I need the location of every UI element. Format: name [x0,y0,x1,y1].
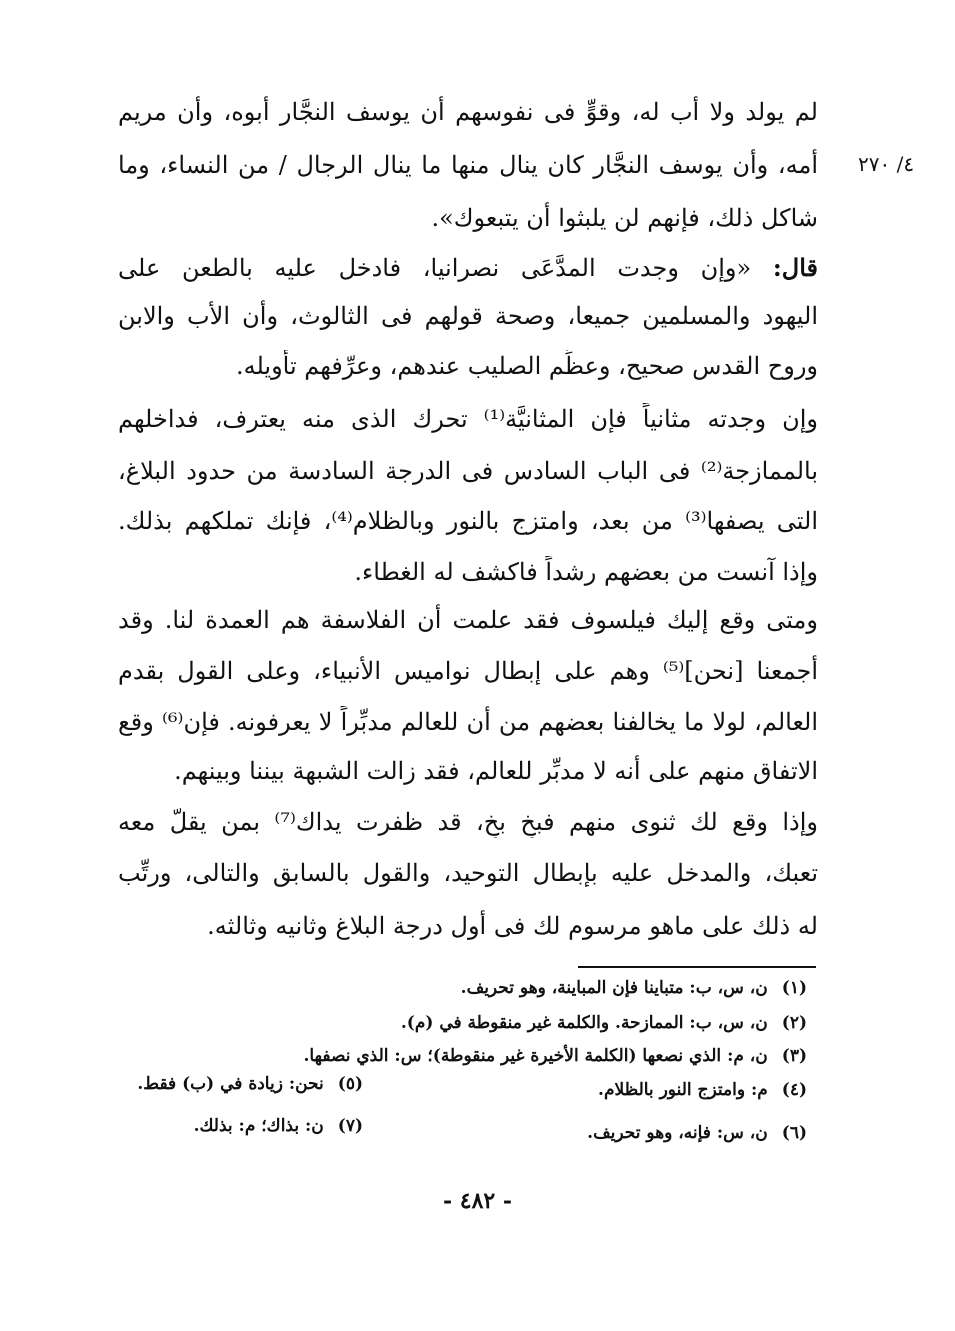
body-line: الاتفاق منهم على أنه لا مدبِّر للعالم، فقد زالت الشبهة بيننا وبينهم. [174,757,818,785]
body-line: وإذا آنست من بعضهم رشداً فاكشف له الغطاء. [354,558,818,586]
footnote-text: ن، س، ب: متباينا فإن المباينة، وهو تحريف. [460,978,768,998]
footnote-number: (٣) [781,1046,807,1066]
footnote-text: ن، س: فإنه، وهو تحريف. [587,1123,768,1143]
body-line: أجمعنا [نحن]⁽⁵⁾ وهم على إبطال نواميس الأنبياء، وعلى القول بقدم [118,657,818,685]
footnote-6 [587,1121,807,1145]
footnote-2 [401,1011,807,1035]
footnote-number: (٧) [337,1116,363,1136]
footnote-7 [194,1114,363,1138]
footnote-text: ن، س، ب: الممازحة. والكلمة غير منقوطة في (م). [400,1013,768,1033]
body-line: لم يولد ولا أب له، وقوٍّ فى نفوسهم أن يوسف النجَّار أبوه، وأن مريم [118,98,818,126]
body-line: اليهود والمسلمين جميعا، وصحة قولهم فى الثالوث، وأن الأب والابن [118,302,818,330]
footnote-number: (٦) [781,1123,807,1143]
footnote-number: (١) [781,978,807,998]
footnote-text: ن، م: الذي نصعها (الكلمة الأخيرة غير منقوطة)؛ س: الذي نصفها. [303,1046,768,1066]
body-line: شاكل ذلك، فإنهم لن يلبثوا أن يتبعوك». [431,204,818,232]
body-line: أمه، وأن يوسف النجَّار كان ينال منها ما ينال الرجال / من النساء، وما [118,151,818,179]
body-line: تعبك، والمدخل عليه بإبطال التوحيد، والقول بالسابق والتالى، ورتِّب [118,859,818,887]
page-number: - ٤٨٢ - [442,1188,513,1214]
footnote-text: نحن: زيادة في (ب) فقط. [137,1074,324,1094]
footnote-divider [578,966,816,968]
body-line: ومتى وقع إليك فيلسوف فقد علمت أن الفلاسفة هم العمدة لنا. وقد [118,606,818,634]
body-line: العالم، لولا ما يخالفنا بعضهم من أن للعالم مدبِّراً لا يعرفونه. فإن⁽⁶⁾ وقع [118,708,818,736]
qal-text: «وإن وجدت المدَّعَى نصرانيا، فادخل عليه بالطعن على [118,254,752,282]
footnote-5 [137,1072,363,1096]
footnote-text: ن: بذاك؛ م: بذلك. [193,1116,324,1136]
body-line: بالممازجة⁽²⁾ فى الباب السادس فى الدرجة السادسة من حدود البلاغ، [118,457,818,485]
body-line-qal [118,252,818,284]
footnote-4 [598,1078,807,1102]
margin-page-reference: ٤/ ٢٧٠ [858,152,915,176]
body-line: وإذا وقع لك ثنوى منهم فبخٍ بخٍ، قد ظفرت يداك⁽⁷⁾ بمن يقلّ معه [118,808,818,836]
footnote-number: (٥) [337,1074,363,1094]
body-line: له ذلك على ماهو مرسوم لك فى أول درجة البلاغ وثانيه وثالثه. [207,912,818,940]
footnote-3 [303,1044,807,1068]
footnote-1 [461,976,807,1000]
body-line: وإن وجدته مثانياً فإن المثانيَّة⁽¹⁾ تحرك الذى منه يعترف، فداخلهم [118,405,818,433]
footnote-number: (٤) [781,1080,807,1100]
footnote-text: م: وامتزج النور بالظلام. [598,1080,768,1100]
footnote-number: (٢) [781,1013,807,1033]
qal-label: قال: [772,253,818,282]
body-line: التى يصفها⁽³⁾ من بعد، وامتزج بالنور وبالظلام⁽⁴⁾، فإنك تملكهم بذلك. [118,507,818,535]
body-line: وروح القدس صحيح، وعظِّم الصليب عندهم، وعرِّفهم تأويله. [235,352,818,380]
